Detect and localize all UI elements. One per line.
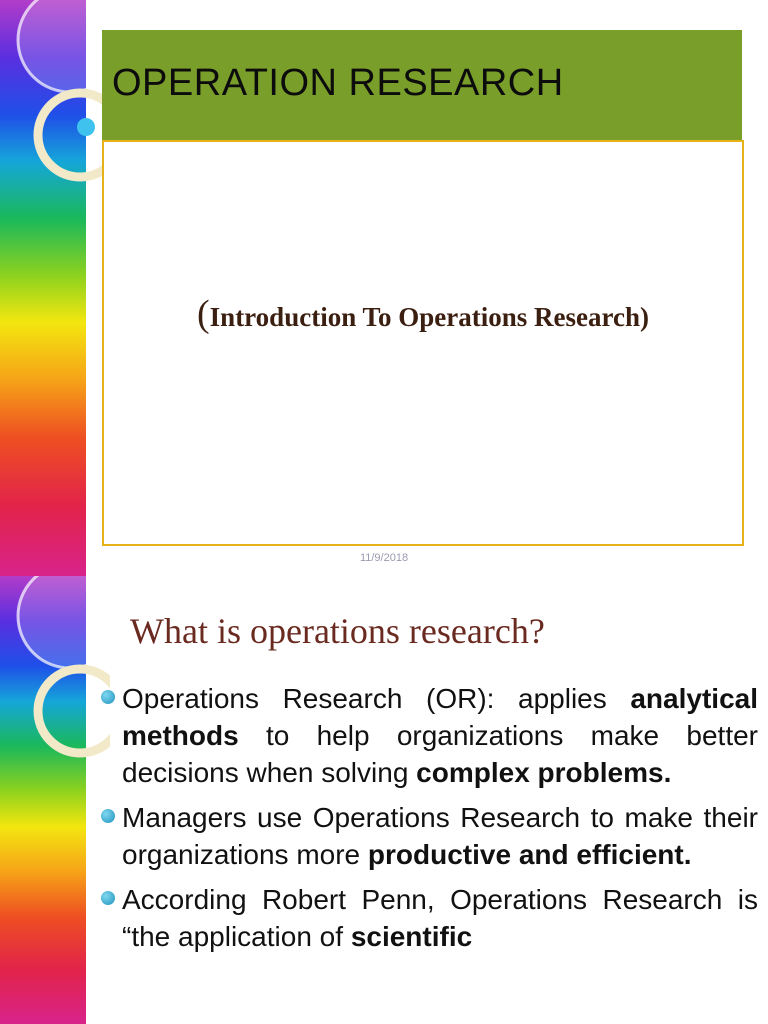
bullet-text: Managers use Operations Research to make their organizations more [122, 802, 758, 870]
decorative-rings-icon [0, 0, 110, 200]
title-bar [102, 30, 742, 142]
bullet-text: Operations Research (OR): applies [122, 683, 631, 714]
bullet-text: According Robert Penn, Operations Research is “the application of [122, 884, 758, 952]
bullet-text: to help organizations make better decisions when solving [122, 720, 758, 788]
bullet-list [98, 680, 758, 963]
content-slide [0, 576, 768, 1024]
decorative-rings-icon [0, 576, 110, 776]
subtitle-open-paren: ( [197, 293, 210, 335]
bullet-item [98, 680, 758, 791]
bullet-item [98, 881, 758, 955]
content-box [102, 140, 744, 546]
slide-subtitle [104, 292, 742, 336]
bullet-bold: scientific [350, 921, 473, 952]
bullet-bold: productive and efficient. [367, 839, 692, 870]
slide-title: OPERATION RESEARCH [112, 62, 564, 104]
slide-date: 11/9/2018 [359, 552, 409, 564]
bullet-bold: analytical methods [122, 683, 758, 751]
bullet-item [98, 799, 758, 873]
subtitle-text: Introduction To Operations Research) [209, 302, 649, 332]
slide-heading: What is operations research? [130, 611, 545, 651]
bullet-bold: complex problems. [416, 757, 672, 788]
